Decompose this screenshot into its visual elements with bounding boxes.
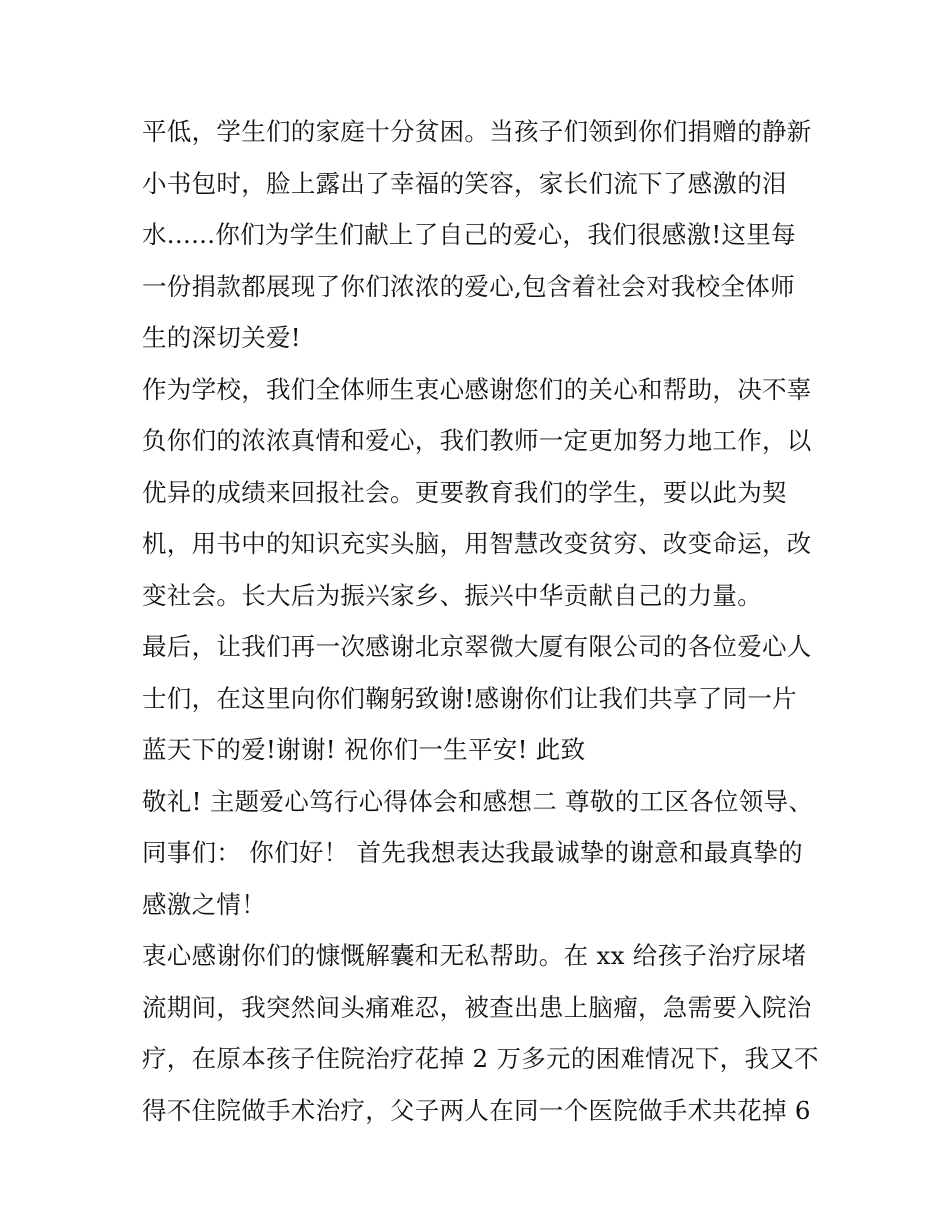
text-line: 小书包时，脸上露出了幸福的笑容，家长们流下了感激的泪 (142, 168, 787, 198)
text-line: 机，用书中的知识充实头脑，用智慧改变贫穷、改变命运，改 (142, 529, 812, 558)
text-line: 水......你们为学生们献上了自己的爱心，我们很感激!这里每 (142, 220, 796, 249)
text-line: 一份捐款都展现了你们浓浓的爱心,包含着社会对我校全体师 (142, 271, 795, 301)
text-line: 最后，让我们再一次感谢北京翠微大厦有限公司的各位爱心人 (142, 632, 812, 661)
body-text (142, 106, 822, 1136)
text-line: 得不住院做手术治疗，父子两人在同一个医院做手术共花掉 6 (142, 1095, 811, 1125)
text-line: 士们，在这里向你们鞠躬致谢!感谢你们让我们共享了同一片 (142, 683, 797, 713)
text-line: 作为学校，我们全体师生衷心感谢您们的关心和帮助，决不辜 (142, 374, 812, 404)
text-line: 感激之情！ (142, 889, 266, 919)
text-line: 负你们的浓浓真情和爱心，我们教师一定更加努力地工作，以 (142, 426, 812, 455)
text-line: 变社会。长大后为振兴家乡、振兴中华贡献自己的力量。 (142, 580, 762, 610)
text-line: 蓝天下的爱!谢谢! 祝你们一生平安! 此致 (142, 735, 586, 764)
text-line: 优异的成绩来回报社会。更要教育我们的学生，要以此为契 (142, 477, 787, 507)
text-line: 生的深切关爱! (142, 323, 301, 352)
text-line: 衷心感谢你们的慷慨解囊和无私帮助。在 xx 给孩子治疗尿堵 (142, 941, 807, 970)
text-line: 平低，学生们的家庭十分贫困。当孩子们领到你们捐赠的静新 (142, 117, 812, 146)
text-line: 同事们： 你们好！ 首先我想表达我最诚挚的谢意和最真挚的 (142, 838, 803, 867)
text-line: 敬礼! 主题爱心笃行心得体会和感想二 尊敬的工区各位领导、 (142, 786, 814, 816)
text-line: 疗，在原本孩子住院治疗花掉 2 万多元的困难情况下，我又不 (142, 1044, 819, 1073)
text-line: 流期间，我突然间头痛难忍，被查出患上脑瘤，急需要入院治 (142, 992, 812, 1022)
